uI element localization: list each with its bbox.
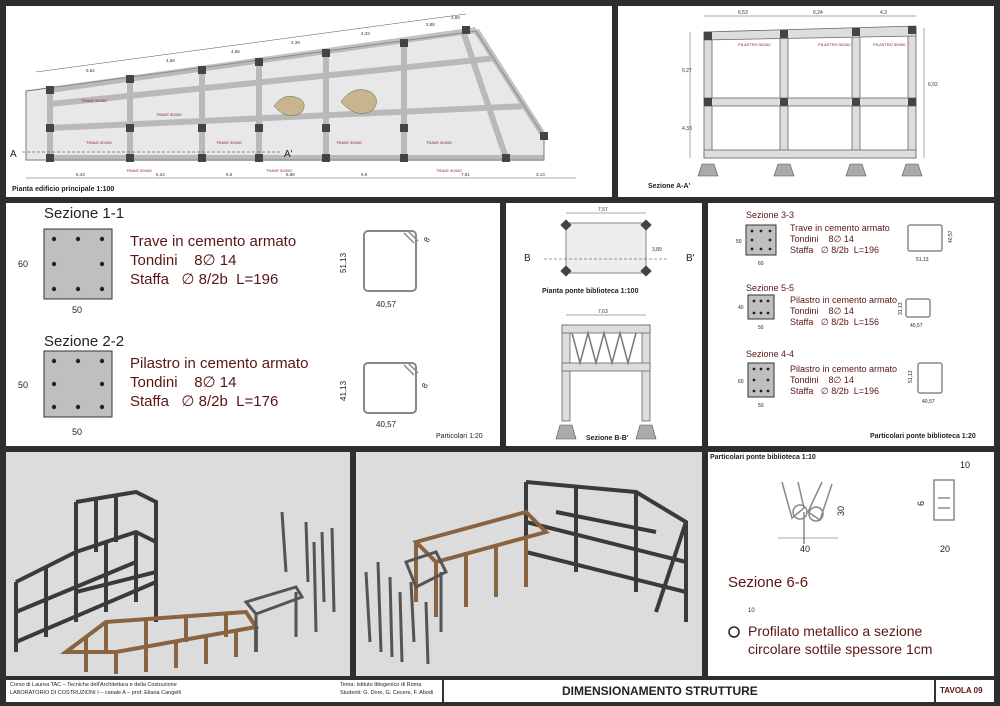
- render-right-drawing: [356, 452, 702, 676]
- svg-text:TRAVE 50X60: TRAVE 50X60: [336, 140, 362, 145]
- particolari-caption: Particolari 1:20: [436, 433, 483, 440]
- s33-line3: Staffa ∅ 8/2b L=196: [790, 245, 879, 255]
- sec22-line3: Staffa ∅ 8/2b L=176: [130, 393, 279, 410]
- plan-panel: [6, 6, 612, 197]
- course-line-2: LABORATORIO DI COSTRUZIONI I – canale A – prof. Eliana Cangelli: [10, 690, 181, 696]
- sec22-stirrup: [364, 363, 416, 413]
- svg-text:TRAVE 50X60: TRAVE 50X60: [426, 140, 452, 145]
- tavola: TAVOLA 09: [940, 686, 983, 695]
- svg-text:40,57: 40,57: [948, 230, 954, 243]
- svg-text:7,57: 7,57: [598, 207, 608, 213]
- section-aa-caption: Sezione A-A': [648, 183, 691, 190]
- svg-text:40: 40: [738, 305, 744, 311]
- svg-text:4,33: 4,33: [361, 31, 370, 36]
- svg-text:6,24: 6,24: [813, 10, 823, 16]
- svg-text:50: 50: [18, 380, 29, 390]
- svg-text:60: 60: [758, 261, 764, 267]
- s55-title: Sezione 5-5: [746, 283, 795, 293]
- svg-text:6,86: 6,86: [286, 172, 295, 177]
- bridge-details-drawing: [708, 203, 994, 446]
- svg-text:TRAVE 50X60: TRAVE 50X60: [126, 168, 152, 173]
- marker-b-prime: B': [686, 253, 695, 264]
- svg-text:6,92: 6,92: [928, 82, 938, 88]
- sec22-title: Sezione 2-2: [44, 333, 125, 350]
- svg-text:6,27: 6,27: [682, 68, 692, 74]
- svg-text:50: 50: [758, 403, 764, 409]
- s44-line3: Staffa ∅ 8/2b L=196: [790, 386, 879, 396]
- svg-text:50: 50: [72, 427, 83, 437]
- sec11-stirrup: [364, 231, 416, 291]
- s44-line2: Tondini 8∅ 14: [790, 375, 854, 385]
- sheet-title: DIMENSIONAMENTO STRUTTURE: [562, 684, 758, 698]
- course-line-1: Corso di Laurea TAC – Tecniche dell'Architettura e della Costruzione: [10, 682, 177, 688]
- bridge-panel: [506, 203, 702, 446]
- svg-text:40,57: 40,57: [376, 300, 397, 309]
- s33-line1: Trave in cemento armato: [790, 223, 890, 233]
- bridge-section-caption: Sezione B-B': [586, 435, 629, 442]
- svg-text:3,13: 3,13: [536, 172, 545, 177]
- svg-text:40,57: 40,57: [376, 420, 397, 429]
- sec11-line1: Trave in cemento armato: [130, 233, 297, 250]
- svg-text:3,60: 3,60: [451, 15, 460, 20]
- section-aa-drawing: [618, 6, 994, 197]
- marker-a-prime: A': [284, 149, 293, 160]
- svg-text:TRAVE 50X60: TRAVE 50X60: [266, 168, 292, 173]
- svg-text:40,57: 40,57: [922, 399, 935, 405]
- svg-text:50: 50: [72, 305, 83, 315]
- s33-title: Sezione 3-3: [746, 210, 795, 220]
- svg-text:30: 30: [836, 505, 846, 516]
- s55-line1: Pilastro in cemento armato: [790, 295, 898, 305]
- svg-text:4,56: 4,56: [231, 49, 240, 54]
- svg-text:4,56: 4,56: [166, 58, 175, 63]
- bridge-details-panel: [708, 203, 994, 446]
- svg-text:4,33: 4,33: [682, 126, 692, 132]
- svg-text:3,89: 3,89: [652, 247, 662, 253]
- sec11-line3: Staffa ∅ 8/2b L=196: [130, 271, 279, 288]
- svg-text:3,88: 3,88: [426, 22, 435, 27]
- svg-text:6,53: 6,53: [738, 10, 748, 16]
- svg-text:8: 8: [419, 381, 430, 390]
- svg-text:10: 10: [748, 608, 755, 614]
- sec11-line2: Tondini 8∅ 14: [130, 252, 237, 269]
- svg-text:41,13: 41,13: [339, 380, 348, 401]
- svg-text:50: 50: [736, 239, 742, 245]
- bridge-drawing: [506, 203, 702, 446]
- svg-text:PILASTRO 50X50: PILASTRO 50X50: [873, 42, 906, 47]
- s44-line1: Pilastro in cemento armato: [790, 364, 898, 374]
- svg-text:PILASTRO 50X50: PILASTRO 50X50: [738, 42, 771, 47]
- footer: [6, 680, 994, 702]
- svg-text:50: 50: [758, 325, 764, 331]
- svg-text:TRAVE 50X60: TRAVE 50X60: [156, 112, 182, 117]
- marker-b: B: [524, 253, 531, 264]
- steel-panel: [708, 452, 994, 676]
- s55-line2: Tondini 8∅ 14: [790, 306, 854, 316]
- steel-desc: Profilato metallico a sezione circolare sottile spessore 1cm: [748, 623, 933, 657]
- svg-text:6,5: 6,5: [226, 172, 233, 177]
- svg-text:TRAVE 50X60: TRAVE 50X60: [86, 140, 112, 145]
- s44-title: Sezione 4-4: [746, 349, 795, 359]
- plan-caption: Pianta edificio principale 1:100: [12, 186, 115, 193]
- sec22-line2: Tondini 8∅ 14: [130, 374, 237, 391]
- svg-text:TRAVE 50X60: TRAVE 50X60: [216, 140, 242, 145]
- sections-drawing: [6, 203, 500, 446]
- svg-text:TRAVE 50X60: TRAVE 50X60: [81, 98, 107, 103]
- svg-text:51,13: 51,13: [339, 252, 348, 273]
- svg-text:20: 20: [940, 544, 951, 554]
- svg-text:6,9: 6,9: [361, 172, 368, 177]
- svg-text:6: 6: [916, 500, 926, 506]
- marker-a: A: [10, 149, 17, 160]
- sec11-title: Sezione 1-1: [44, 205, 125, 222]
- svg-text:6,52: 6,52: [86, 68, 95, 73]
- svg-text:8: 8: [421, 235, 432, 244]
- steel-caption: Particolari ponte biblioteca 1:10: [710, 454, 816, 461]
- svg-text:40: 40: [800, 544, 811, 554]
- svg-text:60: 60: [18, 259, 29, 269]
- svg-text:60: 60: [738, 379, 744, 385]
- plan-drawing: [6, 6, 612, 197]
- svg-text:6,24: 6,24: [156, 172, 165, 177]
- svg-text:PILASTRO 50X50: PILASTRO 50X50: [818, 42, 851, 47]
- section-aa-panel: [618, 6, 994, 197]
- tema: Tema: Istituto Ittiogenico di Roma: [340, 682, 422, 688]
- svg-text:10: 10: [960, 460, 971, 470]
- svg-text:7,63: 7,63: [598, 309, 608, 315]
- svg-text:7,81: 7,81: [461, 172, 470, 177]
- svg-text:4,39: 4,39: [291, 40, 300, 45]
- render-right-panel: [356, 452, 702, 676]
- sec22-line1: Pilastro in cemento armato: [130, 355, 309, 372]
- bridge-plan-caption: Pianta ponte biblioteca 1:100: [542, 288, 639, 295]
- svg-text:51,13: 51,13: [908, 370, 914, 383]
- svg-text:51,13: 51,13: [916, 257, 929, 263]
- s33-line2: Tondini 8∅ 14: [790, 234, 854, 244]
- sections-panel: [6, 203, 500, 446]
- svg-text:31,13: 31,13: [898, 302, 904, 315]
- bridge-details-caption: Particolari ponte biblioteca 1:20: [870, 433, 976, 440]
- svg-text:6,43: 6,43: [76, 172, 85, 177]
- steel-section-title: Sezione 6-6: [728, 574, 809, 591]
- svg-text:TRAVE 50X60: TRAVE 50X60: [436, 168, 462, 173]
- render-left-drawing: [6, 452, 350, 676]
- studenti: Studenti: G. Dore, G. Cecere, F. Abodi: [340, 690, 434, 696]
- render-left-panel: [6, 452, 350, 676]
- svg-text:4,3: 4,3: [880, 10, 887, 16]
- s55-line3: Staffa ∅ 8/2b L=156: [790, 317, 879, 327]
- svg-text:40,57: 40,57: [910, 323, 923, 329]
- circular-section-icon: [729, 627, 739, 637]
